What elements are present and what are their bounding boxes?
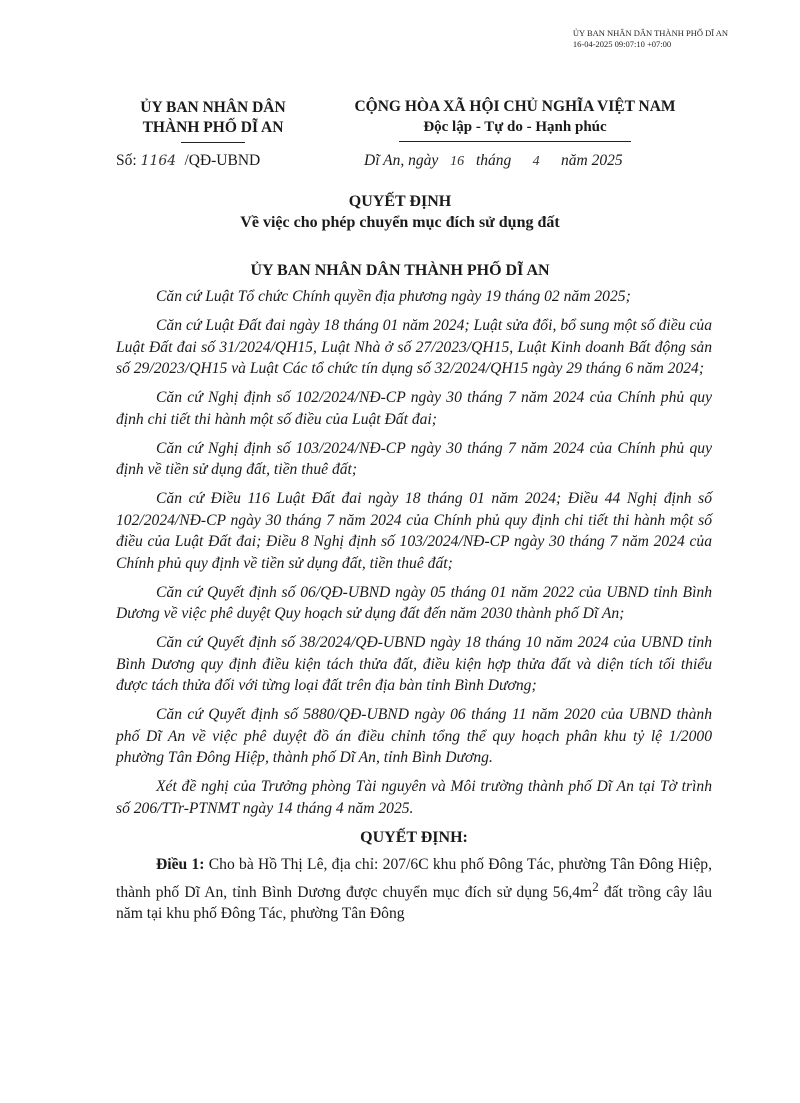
number-prefix: Số: bbox=[116, 152, 137, 169]
national-motto: Độc lập - Tự do - Hạnh phúc bbox=[423, 119, 607, 135]
agency-line-1: ỦY BAN NHÂN DÂN bbox=[140, 99, 286, 116]
document-number bbox=[116, 152, 260, 170]
issuing-agency-header bbox=[118, 98, 308, 143]
agency-underline bbox=[181, 142, 245, 143]
legal-basis-7: Căn cứ Quyết định số 38/2024/QĐ-UBND ngày 18 tháng 10 năm 2024 của UBND tỉnh Bình Dương quy định điều kiện tách thửa đất, điều kiện hợp thửa đất và diện tích tối thiểu được tách thửa đối với từng loại đất trên địa bàn tỉnh Bình Dương; bbox=[116, 634, 712, 694]
year-label: năm 2025 bbox=[561, 152, 623, 169]
document-title bbox=[0, 191, 800, 233]
title-subject: Về việc cho phép chuyển mục đích sử dụng đất bbox=[240, 214, 560, 231]
legal-basis-8: Căn cứ Quyết định số 5880/QĐ-UBND ngày 06 tháng 11 năm 2020 của UBND thành phố Dĩ An về việc phê duyệt đồ án điều chỉnh tổng thể quy hoạch phân khu tỷ lệ 1/2000 phường Tân Đông Hiệp, thành phố Dĩ An, tỉnh Bình Dương. bbox=[116, 706, 712, 766]
decision-heading: QUYẾT ĐỊNH: bbox=[360, 828, 468, 846]
legal-basis-1: Căn cứ Luật Tổ chức Chính quyền địa phương ngày 19 tháng 02 năm 2025; bbox=[156, 288, 631, 305]
area-unit-superscript: 2 bbox=[592, 878, 599, 894]
national-header bbox=[320, 96, 710, 142]
motto-underline bbox=[399, 141, 631, 142]
article-1-text: Cho bà Hồ Thị Lê, địa chỉ: 207/6C khu phố Đông Tác, phường Tân Đông Hiệp, thành phố Dĩ An, tỉnh Bình Dương được chuyển mục đích sử dụng 56,4m bbox=[116, 856, 713, 901]
issuer-heading: ỦY BAN NHÂN DÂN THÀNH PHỐ DĨ AN bbox=[250, 262, 550, 279]
proposal-consideration: Xét đề nghị của Trưởng phòng Tài nguyên và Môi trường thành phố Dĩ An tại Tờ trình số 206/TTr-PTNMT ngày 14 tháng 4 năm 2025. bbox=[116, 778, 712, 817]
title-main: QUYẾT ĐỊNH bbox=[348, 193, 452, 210]
agency-line-2: THÀNH PHỐ DĨ AN bbox=[142, 119, 284, 136]
handwritten-day: 16 bbox=[450, 154, 465, 169]
national-title: CỘNG HÒA XÃ HỘI CHỦ NGHĨA VIỆT NAM bbox=[354, 98, 676, 115]
digital-signature-stamp bbox=[573, 28, 728, 50]
legal-basis-3: Căn cứ Nghị định số 102/2024/NĐ-CP ngày 30 tháng 7 năm 2024 của Chính phủ quy định chi tiết thi hành một số điều của Luật Đất đai; bbox=[116, 389, 712, 428]
handwritten-month: 4 bbox=[532, 154, 540, 169]
legal-basis-2: Căn cứ Luật Đất đai ngày 18 tháng 01 năm 2024; Luật sửa đổi, bổ sung một số điều của Luật Đất đai số 31/2024/QH15, Luật Nhà ở số 27/2023/QH15, Luật Kinh doanh Bất động sản số 29/2023/QH15 và Luật Các tổ chức tín dụng số 32/2024/QH15 ngày 29 tháng 6 năm 2024; bbox=[116, 317, 712, 377]
place-and-date bbox=[364, 152, 623, 170]
article-1 bbox=[116, 854, 712, 925]
month-label: tháng bbox=[475, 152, 512, 169]
legal-basis-5: Căn cứ Điều 116 Luật Đất đai ngày 18 tháng 01 năm 2024; Điều 44 Nghị định số 102/2024/NĐ-CP ngày 30 tháng 7 năm 2024 của Chính phủ quy định chi tiết thi hành một số điều của Luật Đất đai; Điều 8 Nghị định số 103/2024/NĐ-CP ngày 30 tháng 7 năm 2024 của Chính phủ quy định về tiền sử dụng đất, tiền thuê đất; bbox=[116, 490, 712, 572]
place-label: Dĩ An, ngày bbox=[364, 152, 439, 169]
number-suffix: /QĐ-UBND bbox=[184, 152, 261, 169]
stamp-issuer: ỦY BAN NHÂN DÂN THÀNH PHỐ DĨ AN bbox=[572, 28, 728, 38]
legal-basis-4: Căn cứ Nghị định số 103/2024/NĐ-CP ngày 30 tháng 7 năm 2024 của Chính phủ quy định về tiền sử dụng đất, tiền thuê đất; bbox=[116, 439, 712, 478]
article-1-label: Điều 1: bbox=[156, 856, 205, 873]
article-1-text-cont: đất trồng cây lâu năm tại khu phố Đông Tác, phường Tân Đông bbox=[116, 883, 712, 923]
stamp-timestamp: 16-04-2025 09:07:10 +07:00 bbox=[572, 39, 672, 49]
legal-basis-6: Căn cứ Quyết định số 06/QĐ-UBND ngày 05 tháng 01 năm 2022 của UBND tỉnh Bình Dương về việc phê duyệt Quy hoạch sử dụng đất đến năm 2030 thành phố Dĩ An; bbox=[116, 583, 712, 622]
document-body bbox=[116, 286, 712, 932]
handwritten-number: 1164 bbox=[140, 153, 177, 169]
